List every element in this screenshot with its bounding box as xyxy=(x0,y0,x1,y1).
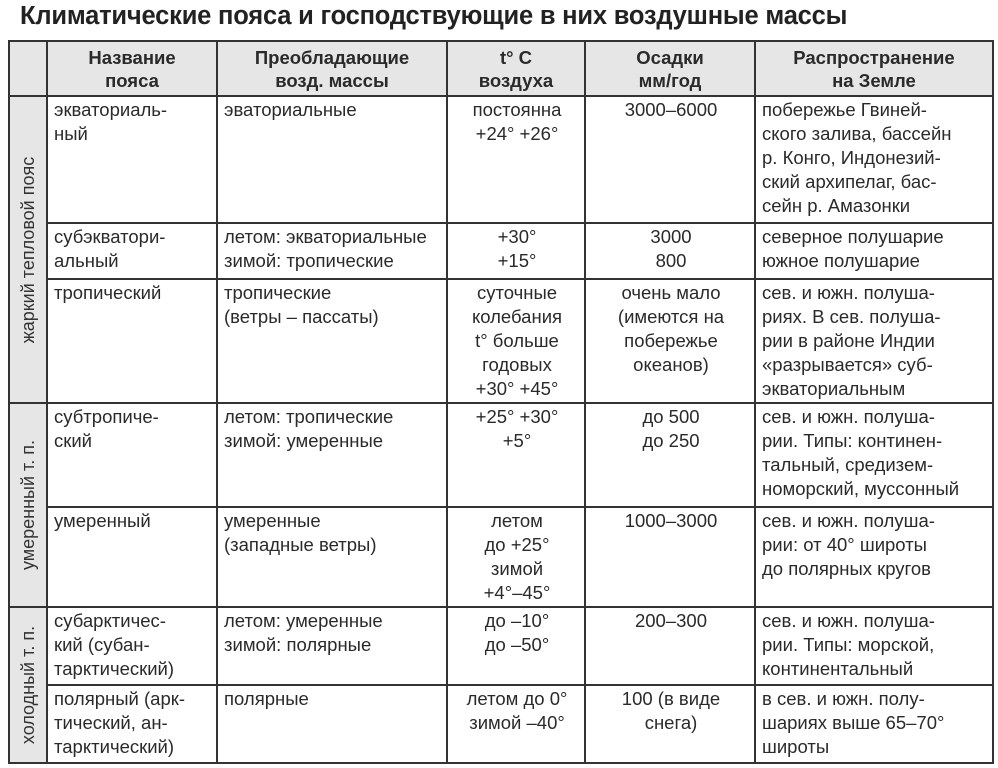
precipitation-cell: очень мало (имеются на побережье океанов) xyxy=(585,279,755,403)
belt-name-cell: тропический xyxy=(47,279,217,403)
distribution-cell: северное полушарие южное полушарие xyxy=(755,223,993,279)
air-masses-cell: летом: тропические зимой: умеренные xyxy=(217,403,447,507)
belt-name-cell: полярный (арк- тический, ан- тарктический) xyxy=(47,685,217,763)
precipitation-cell: 3000–6000 xyxy=(585,96,755,223)
zone-cold-cell xyxy=(9,607,47,763)
zone-cold-label: холодный т. п. xyxy=(18,625,38,745)
table-row xyxy=(9,279,993,403)
header-row xyxy=(9,41,993,96)
distribution-cell: побережье Гвиней- ского залива, бассейн р. Конго, Индонезий- ский архипелаг, бас- сейн р. Амазонки xyxy=(755,96,993,223)
precipitation-cell: 1000–3000 xyxy=(585,507,755,607)
zone-temperate-label: умеренный т. п. xyxy=(18,439,38,571)
table-row xyxy=(9,507,993,607)
belt-name-cell: субарктичес- кий (субан- тарктический) xyxy=(47,607,217,685)
distribution-cell: в сев. и южн. полу- шариях выше 65–70° широты xyxy=(755,685,993,763)
temperature-cell: +30° +15° xyxy=(447,223,585,279)
temperature-cell: летом до 0° зимой –40° xyxy=(447,685,585,763)
distribution-cell: сев. и южн. полуша- рии: от 40° широты до полярных кругов xyxy=(755,507,993,607)
zone-temperate-cell xyxy=(9,403,47,607)
distribution-cell: сев. и южн. полуша- риях. В сев. полуша- рии в районе Индии «разрывается» суб- экваториальным xyxy=(755,279,993,403)
air-masses-cell: полярные xyxy=(217,685,447,763)
corner-cell xyxy=(9,41,47,96)
belt-name-cell: экваториаль- ный xyxy=(47,96,217,223)
precipitation-cell: 100 (в виде снега) xyxy=(585,685,755,763)
air-masses-cell: тропические (ветры – пассаты) xyxy=(217,279,447,403)
air-masses-cell: летом: экваториальные зимой: тропические xyxy=(217,223,447,279)
table-row xyxy=(9,403,993,507)
header-belt-name: Название пояса xyxy=(47,41,217,96)
header-temperature: t° С воздуха xyxy=(447,41,585,96)
table-row xyxy=(9,223,993,279)
distribution-cell: сев. и южн. полуша- рии. Типы: морской, континентальный xyxy=(755,607,993,685)
table-row xyxy=(9,96,993,223)
header-precipitation: Осадки мм/год xyxy=(585,41,755,96)
temperature-cell: до –10° до –50° xyxy=(447,607,585,685)
header-air-masses: Преобладающие возд. массы xyxy=(217,41,447,96)
distribution-cell: сев. и южн. полуша- рии. Типы: континен- тальный, средизем- номорский, муссонный xyxy=(755,403,993,507)
temperature-cell: летом до +25° зимой +4°–45° xyxy=(447,507,585,607)
belt-name-cell: умеренный xyxy=(47,507,217,607)
page-title: Климатические пояса и господствующие в них воздушные массы xyxy=(20,2,848,30)
belt-name-cell: субэкватори- альный xyxy=(47,223,217,279)
temperature-cell: суточные колебания t° больше годовых +30° +45° xyxy=(447,279,585,403)
air-masses-cell: эваториальные xyxy=(217,96,447,223)
belt-name-cell: субтропиче- ский xyxy=(47,403,217,507)
precipitation-cell: 3000 800 xyxy=(585,223,755,279)
table-row xyxy=(9,685,993,763)
table-row xyxy=(9,607,993,685)
precipitation-cell: 200–300 xyxy=(585,607,755,685)
zone-hot-label: жаркий тепловой пояс xyxy=(18,156,38,343)
header-distribution: Распространение на Земле xyxy=(755,41,993,96)
air-masses-cell: летом: умеренные зимой: полярные xyxy=(217,607,447,685)
air-masses-cell: умеренные (западные ветры) xyxy=(217,507,447,607)
temperature-cell: постоянна +24° +26° xyxy=(447,96,585,223)
temperature-cell: +25° +30° +5° xyxy=(447,403,585,507)
zone-hot-cell xyxy=(9,96,47,403)
climate-belts-table xyxy=(8,40,994,764)
precipitation-cell: до 500 до 250 xyxy=(585,403,755,507)
